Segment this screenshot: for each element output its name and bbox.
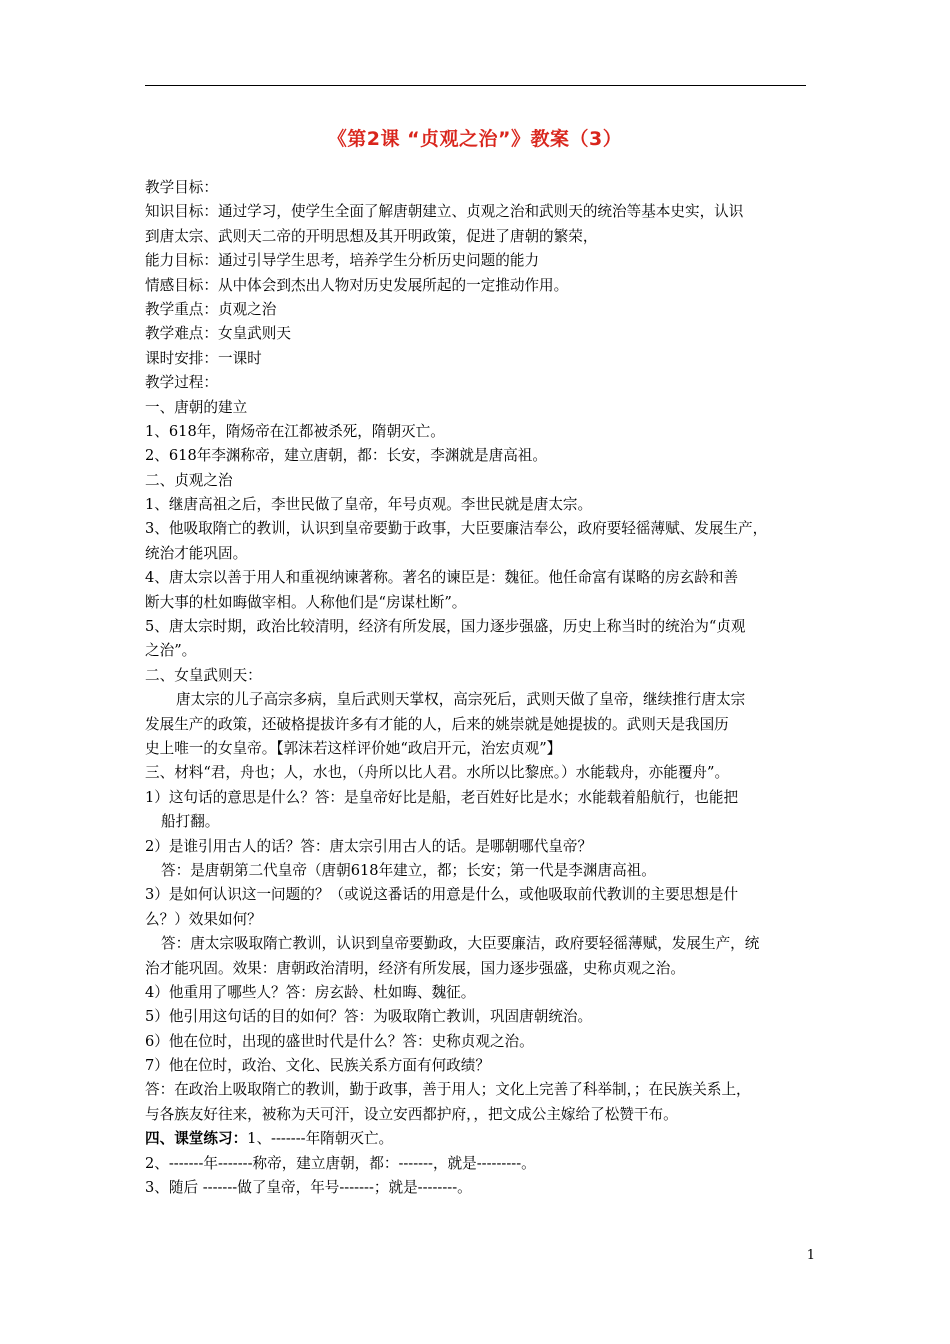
text-line: 唐太宗的儿子高宗多病，皇后武则天掌权，高宗死后，武则天做了皇帝，继续推行唐太宗 bbox=[176, 691, 746, 709]
text-line: 情感目标：从中体会到杰出人物对历史发展所起的一定推动作用。 bbox=[145, 276, 569, 294]
text-line: 答：是唐朝第二代皇帝（唐朝618年建立，都；长安；第一代是李渊唐高祖。 bbox=[161, 861, 656, 879]
text-line: 教学重点：贞观之治 bbox=[145, 300, 277, 318]
text-line: 二、女皇武则天： bbox=[145, 666, 262, 684]
text-line: 二、贞观之治 bbox=[145, 471, 233, 489]
text-line: 5）他引用这句话的目的如何？答：为吸取隋亡教训，巩固唐朝统治。 bbox=[145, 1008, 593, 1026]
text-line: 能力目标：通过引导学生思考，培养学生分析历史问题的能力 bbox=[145, 252, 540, 270]
text-line: 3、他吸取隋亡的教训，认识到皇帝要勤于政事，大臣要廉洁奉公，政府要轻徭薄赋、发展生产， bbox=[145, 520, 768, 538]
text-line: 船打翻。 bbox=[161, 813, 220, 831]
exercise-text: 1、-------年隋朝灭亡。 bbox=[247, 1130, 394, 1148]
text-line: 3、随后 -------做了皇帝，年号-------；就是--------。 bbox=[145, 1179, 472, 1197]
text-line: 与各族友好往来，被称为天可汗，设立安西都护府，，把文成公主嫁给了松赞干布。 bbox=[145, 1105, 678, 1123]
text-line: 1、618年，隋炀帝在江都被杀死，隋朝灭亡。 bbox=[145, 422, 445, 440]
text-line bbox=[145, 1127, 810, 1151]
text-line: 教学过程： bbox=[145, 374, 218, 392]
text-line: 5、唐太宗时期，政治比较清明，经济有所发展，国力逐步强盛，历史上称当时的统治为“贞观 bbox=[145, 618, 746, 636]
text-line: 2、-------年-------称帝，建立唐朝，都：-------，就是---------。 bbox=[145, 1154, 536, 1172]
text-line: 4）他重用了哪些人？答：房玄龄、杜如晦、魏征。 bbox=[145, 983, 476, 1001]
text-line: 7）他在位时，政治、文化、民族关系方面有何政绩？ bbox=[145, 1057, 490, 1075]
text-line: 2）是谁引用古人的话？答：唐太宗引用古人的话。是哪朝哪代皇帝？ bbox=[145, 837, 593, 855]
text-line: 答：唐太宗吸取隋亡教训，认识到皇帝要勤政，大臣要廉洁，政府要轻徭薄赋，发展生产，统 bbox=[161, 935, 760, 953]
text-line: 4、唐太宗以善于用人和重视纳谏著称。著名的谏臣是：魏征。他任命富有谋略的房玄龄和善 bbox=[145, 569, 739, 587]
text-line: 发展生产的政策，还破格提拔许多有才能的人，后来的姚崇就是她提拔的。武则天是我国历 bbox=[145, 715, 729, 733]
text-line: 1、继唐高祖之后，李世民做了皇帝，年号贞观。李世民就是唐太宗。 bbox=[145, 496, 593, 514]
text-line: 三、材料“君，舟也；人，水也，（舟所以比人君。水所以比黎庶。）水能载舟，亦能覆舟”。 bbox=[145, 764, 730, 782]
text-line: 6）他在位时，出现的盛世时代是什么？答：史称贞观之治。 bbox=[145, 1032, 534, 1050]
text-line: 断大事的杜如晦做宰相。人称他们是“房谋杜断”。 bbox=[145, 593, 467, 611]
text-line: 统治才能巩固。 bbox=[145, 544, 248, 562]
text-line: 教学目标： bbox=[145, 179, 218, 196]
text-line: 答：在政治上吸取隋亡的教训，勤于政事，善于用人；文化上完善了科举制，；在民族关系上， bbox=[145, 1081, 751, 1099]
text-line: 史上唯一的女皇帝。【郭沫若这样评价她“政启开元，治宏贞观”】 bbox=[145, 739, 562, 757]
text-line: 教学难点：女皇武则天 bbox=[145, 325, 291, 343]
text-line: 一、唐朝的建立 bbox=[145, 398, 248, 416]
page-number: 1 bbox=[806, 1248, 815, 1263]
text-line: 3）是如何认识这一问题的？（或说这番话的用意是什么，或他吸取前代教训的主要思想是什 bbox=[145, 886, 739, 904]
text-line: 治才能巩固。效果：唐朝政治清明，经济有所发展，国力逐步强盛，史称贞观之治。 bbox=[145, 959, 685, 977]
text-line: 课时安排：一课时 bbox=[145, 349, 262, 367]
text-line: 到唐太宗、武则天二帝的开明思想及其开明政策，促进了唐朝的繁荣， bbox=[145, 227, 598, 245]
section-heading: 四、课堂练习： bbox=[145, 1130, 248, 1148]
document-body bbox=[145, 176, 810, 1200]
document-title: 《第2课 “贞观之治”》教案（3） bbox=[327, 128, 623, 150]
text-line: 2、618年李渊称帝，建立唐朝，都：长安，李渊就是唐高祖。 bbox=[145, 447, 547, 465]
text-line: 1）这句话的意思是什么？答：是皇帝好比是船，老百姓好比是水；水能载着船航行，也能把 bbox=[145, 788, 739, 806]
text-line: 么？）效果如何？ bbox=[145, 910, 262, 928]
header-rule bbox=[145, 85, 806, 86]
text-line: 之治”。 bbox=[145, 642, 197, 660]
text-line: 知识目标：通过学习，使学生全面了解唐朝建立、贞观之治和武则天的统治等基本史实，认识 bbox=[145, 203, 744, 221]
